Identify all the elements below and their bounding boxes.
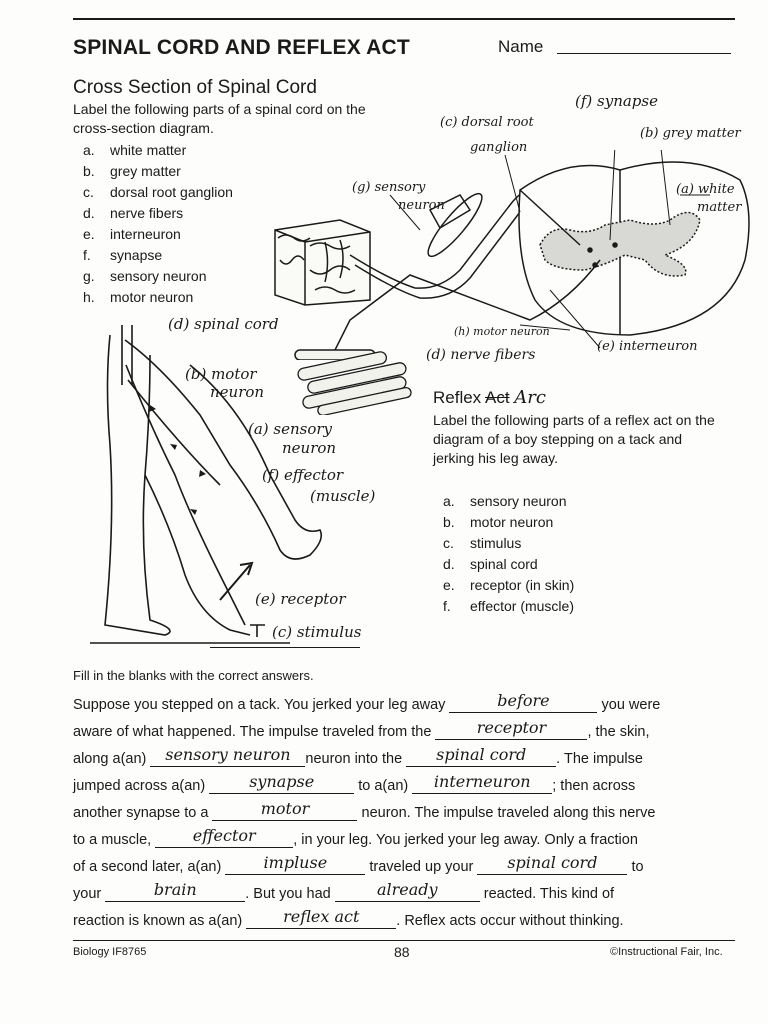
answer-blank[interactable]: motor [212,800,357,821]
label-sensory: (g) sensory [352,180,426,195]
list-item: d. spinal cord [443,556,538,572]
answer-blank[interactable]: effector [155,827,293,848]
label-synapse: (f) synapse [575,92,658,110]
label-dorsal-root: (c) dorsal root [440,115,534,130]
list-item: g. sensory neuron [83,268,207,284]
fill-line-4: jumped across a(an) synapse to a(an) interneuron ; then across [73,772,636,794]
answer-blank[interactable]: brain [105,881,245,902]
label-spinal-cord: (d) spinal cord [168,315,279,333]
answer-blank[interactable]: spinal cord [406,746,556,767]
label-motor-neuron-leg: neuron [210,383,265,401]
page-title: SPINAL CORD AND REFLEX ACT [73,36,410,59]
fill-line-5: another synapse to a motor neuron. The impulse traveled along this nerve [73,799,656,821]
label-stimulus: (c) stimulus [272,623,362,641]
section-divider [210,647,360,648]
label-motor-neuron: (h) motor neuron [454,325,550,338]
label-motor: (b) motor [185,365,257,383]
list-item: b. grey matter [83,163,181,179]
list-item: e. interneuron [83,226,181,242]
label-sensory-leg: (a) sensory [248,420,333,438]
answer-blank[interactable]: reflex act [246,908,396,929]
list-item: d. nerve fibers [83,205,184,221]
name-label: Name [498,37,544,56]
fill-line-9: reaction is known as a(an) reflex act . Reflex acts occur without thinking. [73,907,624,929]
answer-blank[interactable]: synapse [209,773,354,794]
list-item: e. receptor (in skin) [443,577,575,593]
answer-blank[interactable]: interneuron [412,773,552,794]
label-sensory-neuron-leg: neuron [282,439,337,457]
fill-line-7: of a second later, a(an) impluse traveled up your spinal cord to [73,853,644,875]
label-grey-matter: (b) grey matter [640,126,741,141]
answer-blank[interactable]: spinal cord [477,854,627,875]
list-item: h. motor neuron [83,289,194,305]
fill-line-2: aware of what happened. The impulse traveled from the receptor , the skin, [73,718,650,740]
list-item: c. dorsal root ganglion [83,184,233,200]
label-effector: (f) effector [262,466,344,484]
struck-word: Act [484,388,510,407]
fill-line-6: to a muscle, effector , in your leg. You jerked your leg away. Only a fraction [73,826,638,848]
answer-blank[interactable]: already [335,881,480,902]
list-item: a. sensory neuron [443,493,567,509]
top-rule [73,18,735,20]
cross-section-title: Cross Section of Spinal Cord [73,77,317,98]
cross-section-list [73,140,233,308]
list-item: c. stimulus [443,535,522,551]
answer-blank[interactable]: impluse [225,854,365,875]
list-item: b. motor neuron [443,514,554,530]
label-ganglion: ganglion [470,140,528,155]
answer-blank[interactable]: sensory neuron [150,746,305,767]
fill-line-8: your brain . But you had already reacted. This kind of [73,880,615,902]
list-item: f. effector (muscle) [443,598,574,614]
label-white: (a) white [676,182,735,197]
footer-copyright: ©Instructional Fair, Inc. [610,946,723,958]
label-matter: matter [697,200,742,215]
fill-line-3: along a(an) sensory neuron neuron into the spinal cord . The impulse [73,745,643,767]
reflex-list [433,491,574,617]
reflex-title: Reflex Act Arc [433,387,546,408]
footer-rule [73,940,735,941]
label-muscle: (muscle) [310,487,376,505]
handwritten-word: Arc [514,387,546,408]
answer-blank[interactable]: before [449,692,597,713]
fill-instructions: Fill in the blanks with the correct answers. [73,668,314,683]
label-sensory-neuron: neuron [398,198,445,213]
label-interneuron: (e) interneuron [597,339,698,354]
label-receptor: (e) receptor [255,590,346,608]
list-item: a. white matter [83,142,187,158]
footer-book-code: Biology IF8765 [73,946,147,958]
list-item: f. synapse [83,247,163,263]
page-number: 88 [394,944,410,960]
label-nerve-fibers: (d) nerve fibers [426,347,536,363]
reflex-instructions: Label the following parts of a reflex act on the diagram of a boy stepping on a tack and jerking his leg away. [433,412,715,466]
fill-line-1: Suppose you stepped on a tack. You jerked your leg away before you were [73,691,661,713]
cross-section-instructions: Label the following parts of a spinal cord on the cross-section diagram. [73,101,366,136]
answer-blank[interactable]: receptor [435,719,587,740]
name-field[interactable] [557,53,731,54]
